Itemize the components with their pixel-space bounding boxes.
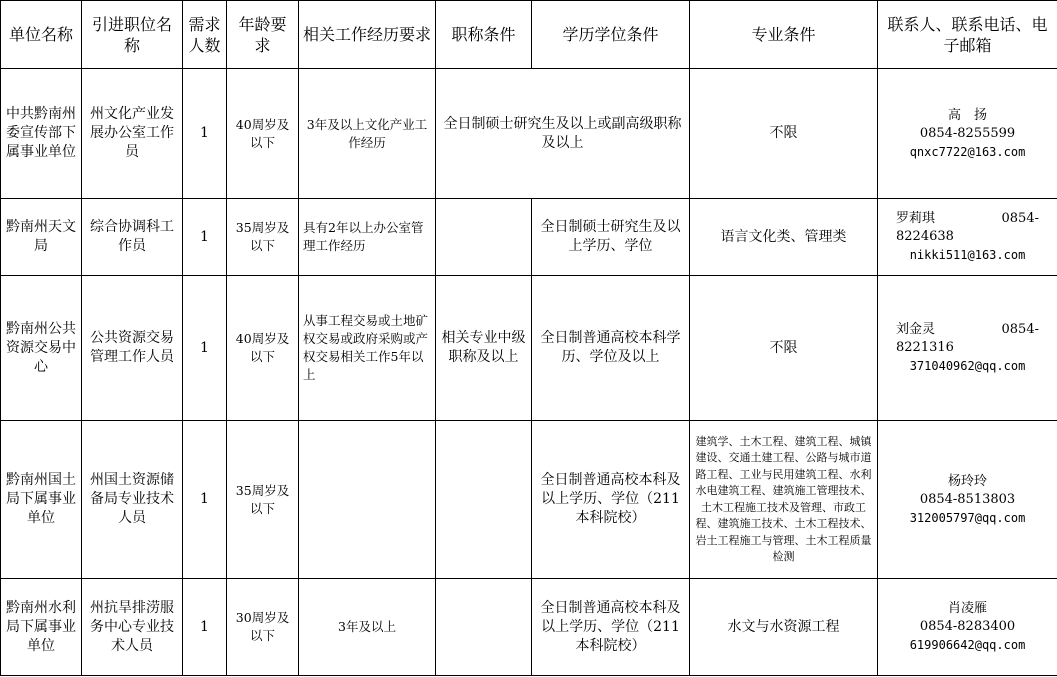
cell-unit: 黔南州国土局下属事业单位 [1,421,82,579]
header-major: 专业条件 [690,1,878,69]
cell-contact [878,421,1057,579]
contact-phone-prefix: 0854- [1001,211,1039,226]
cell-unit: 黔南州公共资源交易中心 [1,276,82,421]
cell-contact [878,69,1057,199]
contact-email: 371040962@qq.com [909,359,1026,373]
header-education: 学历学位条件 [532,1,690,69]
cell-age: 30周岁及以下 [227,579,299,676]
cell-education: 全日制硕士研究生及以上学历、学位 [532,199,690,276]
cell-contact [878,199,1057,276]
contact-phone: 0854-8283400 [919,619,1016,634]
contact-email: nikki511@163.com [909,248,1026,262]
cell-age: 40周岁及以下 [227,276,299,421]
cell-position: 州文化产业发展办公室工作员 [82,69,183,199]
contact-name: 刘金灵 [896,322,936,337]
cell-experience: 从事工程交易或土地矿权交易或政府采购或产权交易相关工作5年以上 [299,276,436,421]
contact-phone: 0854-8513803 [919,491,1016,507]
cell-title: 相关专业中级职称及以上 [436,276,532,421]
cell-education: 全日制普通高校本科学历、学位及以上 [532,276,690,421]
cell-education: 全日制普通高校本科及以上学历、学位（211本科院校） [532,421,690,579]
contact-name: 高 扬 [947,107,987,123]
header-experience: 相关工作经历要求 [299,1,436,69]
contact-phone: 0854-8255599 [919,125,1016,141]
cell-major: 水文与水资源工程 [690,579,878,676]
cell-experience: 具有2年以上办公室管理工作经历 [299,199,436,276]
header-unit: 单位名称 [1,1,82,69]
contact-email: 312005797@qq.com [909,510,1026,525]
header-age: 年龄要求 [227,1,299,69]
header-position: 引进职位名称 [82,1,183,69]
table-row [1,421,1057,579]
cell-title-education: 全日制硕士研究生及以上或副高级职称及以上 [436,69,690,199]
header-row [1,1,1057,69]
cell-position: 综合协调科工作员 [82,199,183,276]
cell-unit: 中共黔南州委宣传部下属事业单位 [1,69,82,199]
table-row [1,199,1057,276]
cell-position: 州国土资源储备局专业技术人员 [82,421,183,579]
cell-count: 1 [183,69,227,199]
cell-unit: 黔南州天文局 [1,199,82,276]
cell-count: 1 [183,199,227,276]
cell-age: 40周岁及以下 [227,69,299,199]
cell-count: 1 [183,276,227,421]
cell-major: 不限 [690,276,878,421]
header-count: 需求人数 [183,1,227,69]
cell-count: 1 [183,579,227,676]
cell-experience: 3年及以上文化产业工作经历 [299,69,436,199]
table-row [1,276,1057,421]
contact-email: qnxc7722@163.com [909,144,1026,159]
cell-major: 建筑学、土木工程、建筑工程、城镇建设、交通土建工程、公路与城市道路工程、工业与民用建筑工程、水利水电建筑工程、建筑施工管理技术、土木工程施工技术及管理、市政工程、建筑施工技术、土木工程技术、岩土工程施工与管理、土木工程质量检测 [690,421,878,579]
cell-position: 州抗旱排涝服务中心专业技术人员 [82,579,183,676]
cell-major: 语言文化类、管理类 [690,199,878,276]
cell-education: 全日制普通高校本科及以上学历、学位（211本科院校） [532,579,690,676]
header-contact: 联系人、联系电话、电子邮箱 [878,1,1057,69]
cell-title [436,421,532,579]
contact-phone: 8224638 [896,229,954,244]
cell-contact [878,579,1057,676]
contact-email: 619906642@qq.com [909,638,1026,652]
cell-position: 公共资源交易管理工作人员 [82,276,183,421]
cell-age: 35周岁及以下 [227,199,299,276]
cell-unit: 黔南州水利局下属事业单位 [1,579,82,676]
cell-experience: 3年及以上 [299,579,436,676]
cell-age: 35周岁及以下 [227,421,299,579]
table-row [1,579,1057,676]
contact-phone-prefix: 0854- [1001,322,1039,337]
contact-name: 罗莉琪 [896,211,936,226]
cell-count: 1 [183,421,227,579]
table-row [1,69,1057,199]
cell-title [436,579,532,676]
cell-experience [299,421,436,579]
cell-title [436,199,532,276]
contact-name: 肖凌雁 [947,601,987,616]
cell-contact [878,276,1057,421]
contact-name: 杨玲玲 [947,473,987,489]
header-title: 职称条件 [436,1,532,69]
contact-phone: 8221316 [896,340,954,355]
cell-major: 不限 [690,69,878,199]
